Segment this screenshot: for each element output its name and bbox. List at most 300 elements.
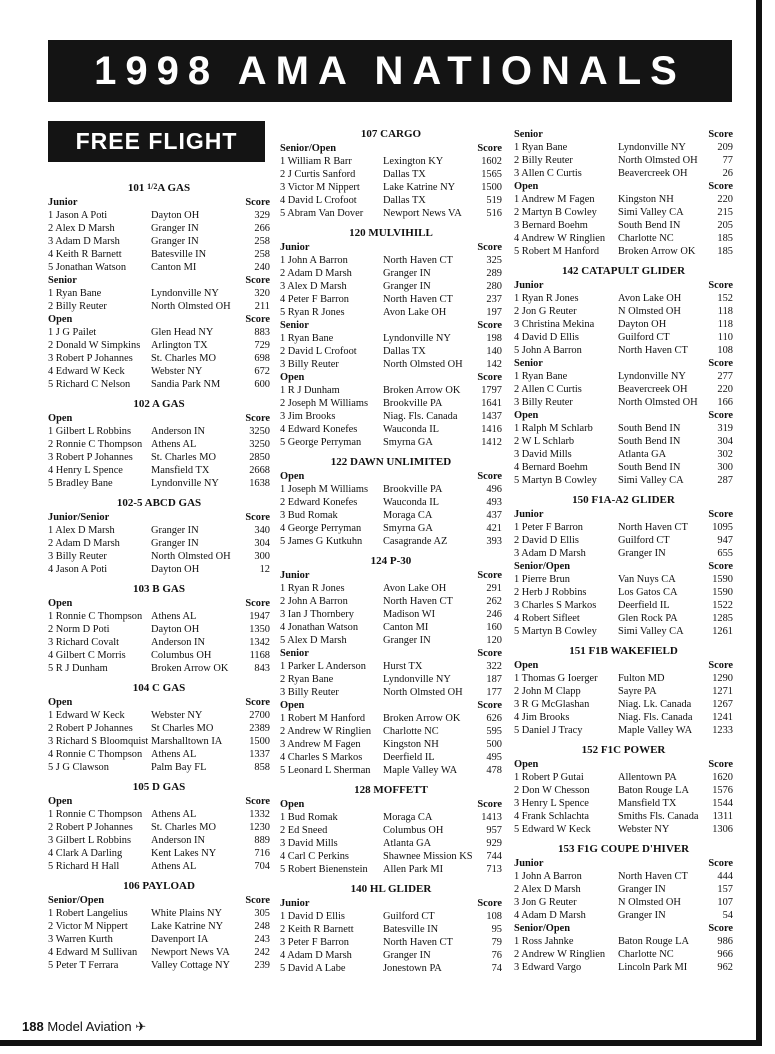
competitor-name: 2 Alex D Marsh — [48, 223, 115, 234]
competitor-location: Lexington KY — [383, 156, 444, 167]
competitor-location: Granger IN — [618, 548, 666, 559]
event-section — [48, 180, 270, 391]
class-header — [48, 894, 270, 907]
competitor-name: 5 Abram Van Dover — [280, 208, 364, 219]
competitor-name: 1 Ronnie C Thompson — [48, 611, 143, 622]
competitor-location: St. Charles MO — [151, 353, 216, 364]
event-section — [280, 555, 502, 777]
competitor-score: 160 — [486, 622, 502, 633]
competitor-location: Deerfield IL — [383, 752, 435, 763]
result-row — [48, 477, 270, 490]
competitor-location: Madison WI — [383, 609, 436, 620]
competitor-name: 1 Jason A Poti — [48, 210, 108, 221]
competitor-location: Avon Lake OH — [618, 293, 682, 304]
competitor-name: 4 Edward Konefes — [280, 424, 358, 435]
result-row — [514, 141, 733, 154]
competitor-score: 220 — [717, 194, 733, 205]
competitor-location: Granger IN — [151, 236, 199, 247]
competitor-name: 1 Ralph M Schlarb — [514, 423, 593, 434]
event-section — [48, 398, 270, 490]
competitor-name: 4 Peter F Barron — [280, 294, 349, 305]
event-title-number: 101 — [127, 182, 148, 194]
competitor-location: Broken Arrow OK — [618, 246, 696, 257]
competitor-score: 1342 — [249, 637, 270, 648]
competitor-score: 239 — [254, 960, 270, 971]
class-name: Open — [514, 759, 539, 770]
competitor-score: 1413 — [481, 812, 502, 823]
class-header — [514, 659, 733, 672]
class-name: Open — [280, 700, 305, 711]
competitor-name: 4 Charles S Markos — [280, 752, 363, 763]
competitor-name: 3 Warren Kurth — [48, 934, 113, 945]
competitor-score: 500 — [486, 739, 502, 750]
competitor-location: Glen Rock PA — [618, 613, 678, 624]
competitor-name: 4 Bernard Boehm — [514, 462, 588, 473]
result-row — [48, 860, 270, 873]
result-row — [48, 464, 270, 477]
result-row — [48, 834, 270, 847]
competitor-score: 626 — [486, 713, 502, 724]
competitor-score: 287 — [717, 475, 733, 486]
competitor-score: 177 — [486, 687, 502, 698]
event-title — [48, 497, 270, 510]
result-row — [48, 352, 270, 365]
class-name: Senior/Open — [280, 143, 337, 154]
event-title-name: A GAS — [157, 182, 191, 194]
competitor-score: 704 — [254, 861, 270, 872]
competitor-location: Granger IN — [618, 884, 666, 895]
competitor-score: 26 — [722, 168, 733, 179]
competitor-name: 1 Joseph M Williams — [280, 484, 369, 495]
result-row — [280, 181, 502, 194]
competitor-score: 393 — [486, 536, 502, 547]
score-header: Score — [245, 598, 270, 609]
competitor-location: North Olmsted OH — [383, 687, 463, 698]
score-header: Score — [708, 280, 733, 291]
class-name: Junior — [280, 570, 310, 581]
competitor-location: Beavercreek OH — [618, 168, 688, 179]
event-section — [514, 744, 733, 836]
score-header: Score — [477, 320, 502, 331]
result-row — [514, 883, 733, 896]
score-header: Score — [245, 697, 270, 708]
competitor-name: 2 Robert P Johannes — [48, 723, 133, 734]
result-row — [514, 547, 733, 560]
competitor-score: 729 — [254, 340, 270, 351]
competitor-score: 118 — [717, 306, 733, 317]
competitor-location: Wauconda IL — [383, 497, 439, 508]
competitor-location: Granger IN — [151, 223, 199, 234]
result-row — [280, 535, 502, 548]
class-name: Open — [514, 410, 539, 421]
competitor-location: Athens AL — [151, 439, 197, 450]
competitor-location: Athens AL — [151, 749, 197, 760]
competitor-location: North Haven CT — [618, 871, 688, 882]
competitor-score: 478 — [486, 765, 502, 776]
result-row — [514, 599, 733, 612]
result-row — [48, 451, 270, 464]
competitor-location: Newport News VA — [383, 208, 462, 219]
event-title-number: 107 CARGO — [360, 128, 422, 140]
competitor-score: 205 — [717, 220, 733, 231]
competitor-score: 340 — [254, 525, 270, 536]
competitor-location: Guilford CT — [383, 911, 435, 922]
competitor-score: 302 — [717, 449, 733, 460]
score-header: Score — [708, 923, 733, 934]
result-row — [48, 339, 270, 352]
result-row — [280, 811, 502, 824]
competitor-score: 1267 — [712, 699, 733, 710]
competitor-score: 74 — [491, 963, 502, 974]
competitor-location: Allentown PA — [618, 772, 677, 783]
competitor-name: 2 Billy Reuter — [514, 155, 573, 166]
competitor-location: Marshalltown IA — [151, 736, 223, 747]
competitor-score: 142 — [486, 359, 502, 370]
event-title — [48, 781, 270, 794]
competitor-score: 1332 — [249, 809, 270, 820]
class-header — [514, 128, 733, 141]
competitor-name: 2 Herb J Robbins — [514, 587, 587, 598]
result-row — [280, 936, 502, 949]
result-row — [514, 422, 733, 435]
class-header — [48, 696, 270, 709]
result-row — [48, 946, 270, 959]
competitor-location: South Bend IN — [618, 423, 681, 434]
competitor-score: 157 — [717, 884, 733, 895]
class-header — [514, 180, 733, 193]
competitor-score: 187 — [486, 674, 502, 685]
competitor-name: 2 Allen C Curtis — [514, 384, 582, 395]
class-header — [280, 142, 502, 155]
competitor-name: 4 David L Crofoot — [280, 195, 357, 206]
competitor-name: 2 Billy Reuter — [48, 301, 107, 312]
competitor-score: 1233 — [712, 725, 733, 736]
competitor-name: 3 Robert P Johannes — [48, 452, 133, 463]
result-row — [514, 232, 733, 245]
competitor-name: 3 Victor M Nippert — [280, 182, 360, 193]
competitor-location: Allen Park MI — [383, 864, 444, 875]
result-row — [280, 673, 502, 686]
competitor-name: 5 Alex D Marsh — [280, 635, 347, 646]
competitor-location: White Plains NY — [151, 908, 222, 919]
score-header: Score — [245, 275, 270, 286]
result-row — [48, 761, 270, 774]
competitor-location: Lyndonville NY — [151, 478, 219, 489]
result-row — [280, 837, 502, 850]
competitor-score: 595 — [486, 726, 502, 737]
competitor-name: 1 Peter F Barron — [514, 522, 583, 533]
result-row — [514, 771, 733, 784]
competitor-location: Guilford CT — [618, 535, 670, 546]
competitor-location: Casagrande AZ — [383, 536, 448, 547]
result-row — [514, 396, 733, 409]
event-title — [280, 128, 502, 141]
result-row — [514, 948, 733, 961]
competitor-location: North Haven CT — [618, 522, 688, 533]
result-row — [280, 738, 502, 751]
class-header — [514, 857, 733, 870]
competitor-score: 1290 — [712, 673, 733, 684]
class-header — [280, 569, 502, 582]
result-row — [48, 287, 270, 300]
class-header — [48, 597, 270, 610]
competitor-location: Moraga CA — [383, 812, 433, 823]
competitor-location: North Haven CT — [383, 255, 453, 266]
competitor-location: Niag. Fls. Canada — [618, 712, 693, 723]
score-header: Score — [245, 512, 270, 523]
class-header — [514, 508, 733, 521]
result-row — [514, 206, 733, 219]
result-row — [48, 649, 270, 662]
competitor-score: 883 — [254, 327, 270, 338]
event-title-number: 102 A GAS — [133, 398, 185, 410]
result-row — [280, 410, 502, 423]
competitor-name: 1 John A Barron — [514, 871, 582, 882]
competitor-name: 5 John A Barron — [514, 345, 582, 356]
competitor-location: Columbus OH — [383, 825, 444, 836]
competitor-name: 1 J G Pailet — [48, 327, 97, 338]
competitor-score: 444 — [717, 871, 733, 882]
competitor-score: 108 — [717, 345, 733, 356]
competitor-score: 1565 — [481, 169, 502, 180]
class-header — [514, 758, 733, 771]
page-footer — [22, 1019, 146, 1035]
result-row — [514, 219, 733, 232]
competitor-name: 2 Norm D Poti — [48, 624, 110, 635]
competitor-location: Hurst TX — [383, 661, 423, 672]
score-header: Score — [477, 898, 502, 909]
result-row — [48, 933, 270, 946]
competitor-location: Granger IN — [383, 268, 431, 279]
result-row — [48, 821, 270, 834]
result-row — [48, 959, 270, 972]
event-section — [48, 880, 270, 972]
competitor-name: 1 Ryan Bane — [280, 333, 334, 344]
competitor-score: 2389 — [249, 723, 270, 734]
competitor-name: 3 Richard Covalt — [48, 637, 119, 648]
competitor-score: 166 — [717, 397, 733, 408]
result-row — [280, 863, 502, 876]
class-header — [280, 470, 502, 483]
competitor-location: Fulton MD — [618, 673, 665, 684]
score-header: Score — [477, 372, 502, 383]
competitor-score: 118 — [717, 319, 733, 330]
class-header — [48, 274, 270, 287]
competitor-location: St Charles MO — [151, 723, 214, 734]
class-name: Senior/Open — [48, 895, 105, 906]
result-row — [280, 509, 502, 522]
result-row — [514, 435, 733, 448]
result-row — [514, 521, 733, 534]
competitor-score: 843 — [254, 663, 270, 674]
competitor-name: 4 Henry L Spence — [48, 465, 123, 476]
competitor-score: 519 — [486, 195, 502, 206]
class-name: Senior — [514, 358, 543, 369]
result-row — [48, 235, 270, 248]
competitor-location: Brookville PA — [383, 484, 443, 495]
competitor-score: 698 — [254, 353, 270, 364]
results-column-1 — [48, 180, 270, 979]
competitor-score: 304 — [717, 436, 733, 447]
competitor-name: 4 Adam D Marsh — [280, 950, 352, 961]
competitor-name: 3 Bud Romak — [280, 510, 338, 521]
result-row — [48, 808, 270, 821]
result-row — [280, 923, 502, 936]
competitor-location: Granger IN — [151, 538, 199, 549]
competitor-location: Lake Katrine NY — [383, 182, 456, 193]
competitor-score: 211 — [254, 301, 270, 312]
result-row — [280, 608, 502, 621]
competitor-location: St. Charles MO — [151, 452, 216, 463]
competitor-score: 986 — [717, 936, 733, 947]
result-row — [48, 365, 270, 378]
class-name: Junior/Senior — [48, 512, 110, 523]
competitor-score: 54 — [722, 910, 733, 921]
competitor-score: 107 — [717, 897, 733, 908]
competitor-score: 258 — [254, 236, 270, 247]
result-row — [48, 735, 270, 748]
score-header: Score — [708, 129, 733, 140]
competitor-score: 77 — [722, 155, 733, 166]
competitor-score: 2668 — [249, 465, 270, 476]
airplane-icon: ✈ — [135, 1019, 147, 1034]
competitor-score: 76 — [491, 950, 502, 961]
competitor-location: Smyrna GA — [383, 437, 433, 448]
result-row — [280, 582, 502, 595]
competitor-location: Deerfield IL — [618, 600, 670, 611]
event-title — [280, 784, 502, 797]
competitor-score: 246 — [486, 609, 502, 620]
competitor-name: 2 Edward Konefes — [280, 497, 358, 508]
class-name: Open — [280, 372, 305, 383]
competitor-score: 1602 — [481, 156, 502, 167]
score-header: Score — [477, 471, 502, 482]
event-title-number: 128 MOFFETT — [354, 784, 428, 796]
competitor-name: 5 Jonathan Watson — [48, 262, 127, 273]
competitor-name: 5 Robert Bienenstein — [280, 864, 368, 875]
competitor-score: 493 — [486, 497, 502, 508]
competitor-score: 3250 — [249, 439, 270, 450]
competitor-score: 437 — [486, 510, 502, 521]
competitor-name: 5 Peter T Ferrara — [48, 960, 119, 971]
result-row — [514, 870, 733, 883]
magazine-name: Model Aviation — [47, 1019, 132, 1034]
score-header: Score — [708, 181, 733, 192]
class-header — [514, 279, 733, 292]
competitor-name: 2 Victor M Nippert — [48, 921, 128, 932]
result-row — [280, 345, 502, 358]
class-name: Senior — [514, 129, 543, 140]
result-row — [280, 496, 502, 509]
competitor-location: Granger IN — [618, 910, 666, 921]
competitor-location: Baton Rouge LA — [618, 785, 689, 796]
competitor-score: 120 — [486, 635, 502, 646]
competitor-location: Mansfield TX — [151, 465, 210, 476]
result-row — [514, 461, 733, 474]
competitor-location: Sandia Park NM — [151, 379, 221, 390]
competitor-score: 516 — [486, 208, 502, 219]
competitor-name: 1 Ryan Bane — [48, 288, 102, 299]
event-title-fraction: 1/2 — [147, 182, 158, 191]
competitor-location: Broken Arrow OK — [383, 713, 461, 724]
result-row — [48, 326, 270, 339]
competitor-score: 1241 — [712, 712, 733, 723]
competitor-location: Baton Rouge LA — [618, 936, 689, 947]
competitor-location: Lyndonville NY — [618, 142, 686, 153]
competitor-score: 220 — [717, 384, 733, 395]
event-section — [514, 494, 733, 638]
competitor-name: 2 Adam D Marsh — [280, 268, 352, 279]
event-title — [48, 180, 270, 195]
competitor-location: Anderson IN — [151, 835, 205, 846]
competitor-score: 95 — [491, 924, 502, 935]
score-header: Score — [477, 570, 502, 581]
event-title — [280, 555, 502, 568]
class-header — [280, 897, 502, 910]
score-header: Score — [245, 796, 270, 807]
competitor-location: Athens AL — [151, 861, 197, 872]
competitor-name: 3 Jon G Reuter — [514, 897, 577, 908]
competitor-location: Dayton OH — [618, 319, 667, 330]
competitor-score: 2700 — [249, 710, 270, 721]
competitor-score: 1500 — [481, 182, 502, 193]
score-header: Score — [708, 358, 733, 369]
result-row — [280, 634, 502, 647]
competitor-score: 1412 — [481, 437, 502, 448]
result-row — [514, 474, 733, 487]
competitor-name: 1 Robert M Hanford — [280, 713, 366, 724]
competitor-name: 1 Pierre Brun — [514, 574, 570, 585]
competitor-name: 1 Bud Romak — [280, 812, 338, 823]
competitor-score: 3250 — [249, 426, 270, 437]
competitor-location: North Haven CT — [383, 294, 453, 305]
competitor-score: 1271 — [712, 686, 733, 697]
result-row — [280, 621, 502, 634]
competitor-location: Simi Valley CA — [618, 475, 684, 486]
competitor-location: Beavercreek OH — [618, 384, 688, 395]
competitor-score: 280 — [486, 281, 502, 292]
competitor-location: Niag. Fls. Canada — [383, 411, 458, 422]
competitor-location: Guilford CT — [618, 332, 670, 343]
competitor-name: 1 Thomas G Ioerger — [514, 673, 598, 684]
result-row — [48, 563, 270, 576]
result-row — [514, 534, 733, 547]
competitor-name: 3 Charles S Markos — [514, 600, 597, 611]
result-row — [514, 961, 733, 974]
class-name: Open — [48, 314, 73, 325]
competitor-location: Arlington TX — [151, 340, 208, 351]
result-row — [514, 586, 733, 599]
competitor-location: North Olmsted OH — [618, 397, 698, 408]
result-row — [514, 193, 733, 206]
event-section — [514, 645, 733, 737]
class-header — [48, 412, 270, 425]
competitor-score: 304 — [254, 538, 270, 549]
competitor-name: 4 Jonathan Watson — [280, 622, 359, 633]
competitor-score: 744 — [486, 851, 502, 862]
competitor-name: 2 Alex D Marsh — [514, 884, 581, 895]
competitor-location: Granger IN — [383, 635, 431, 646]
competitor-score: 277 — [717, 371, 733, 382]
competitor-location: Palm Bay FL — [151, 762, 207, 773]
competitor-location: Simi Valley CA — [618, 626, 684, 637]
result-row — [280, 207, 502, 220]
class-name: Senior — [48, 275, 77, 286]
competitor-name: 5 J G Clawson — [48, 762, 109, 773]
competitor-name: 5 Daniel J Tracy — [514, 725, 583, 736]
competitor-name: 2 John A Barron — [280, 596, 348, 607]
competitor-location: Canton MI — [151, 262, 197, 273]
